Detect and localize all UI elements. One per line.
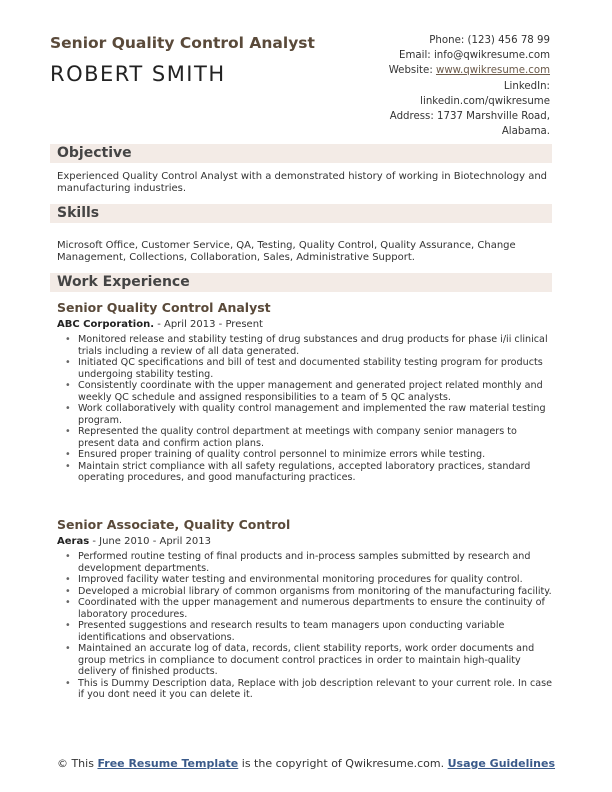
job-2-bullet: • Presented suggestions and research results to team managers upon conducting variable identifications and observations.: [57, 620, 552, 643]
job-1-bullet: • Monitored release and stability testing of drug substances and drug products for phase i/ii clinical trials including a review of all data generated.: [57, 334, 552, 357]
objective-section-header: [50, 144, 552, 163]
job-1-bullet: • Ensured proper training of quality control personnel to minimize errors while testing.: [57, 449, 552, 461]
job-2-bullet: • Developed a microbial library of common organisms from monitoring of the manufacturing facility.: [57, 586, 552, 598]
footer-prefix: © This: [56, 757, 98, 770]
candidate-name: ROBERT SMITH: [50, 62, 226, 86]
website-link[interactable]: www.qwikresume.com: [435, 65, 550, 77]
free-resume-template-link[interactable]: Free Resume Template: [97, 757, 239, 770]
job-2-bullet: • Improved facility water testing and environmental monitoring procedures for quality control.: [57, 574, 552, 586]
job-2-company-line: [57, 536, 211, 547]
contact-phone: Phone: (123) 456 78 99: [429, 35, 550, 46]
job-2-title: Senior Associate, Quality Control: [57, 517, 291, 532]
job-1-bullet: • Initiated QC specifications and bill of test and documented stability testing program for products undergoing stability testing.: [57, 357, 552, 380]
job-2-company: Aeras: [57, 536, 90, 547]
job-1-company-line: [57, 319, 263, 330]
website-label: Website:: [388, 65, 436, 77]
contact-email: Email: info@qwikresume.com: [399, 50, 550, 62]
job-1-bullets: [57, 334, 552, 484]
job-1-bullet: • Consistently coordinate with the upper management and generated project related monthly and weekly QC schedule and assigned responsibilities to a team of 5 QC analysts.: [57, 380, 552, 403]
copyright-footer: [50, 757, 562, 771]
job-1-bullet: • Work collaboratively with quality control management and implemented the raw material testing program.: [57, 403, 552, 426]
job-2-dates: - June 2010 - April 2013: [89, 536, 211, 547]
job-2-bullet: • Maintained an accurate log of data, records, client stability reports, work order documents and group metrics in compliance to document control practices in order to maintain high-quality delivery of finished products.: [57, 643, 552, 678]
objective-text: Experienced Quality Control Analyst with a demonstrated history of working in Biotechnology and manufacturing industries.: [57, 171, 548, 195]
job-1-dates: - April 2013 - Present: [154, 319, 263, 330]
contact-website: [290, 63, 550, 78]
resume-job-title: Senior Quality Control Analyst: [50, 34, 315, 52]
job-1-company: ABC Corporation.: [57, 319, 155, 330]
skills-text: Microsoft Office, Customer Service, QA, Testing, Quality Control, Quality Assurance, Change Management, Collections, Collaboration, Sales, Administrative Support.: [57, 240, 516, 264]
job-2-bullets: [57, 551, 552, 701]
contact-address-line2: Alabama.: [501, 126, 550, 138]
skills-section-header: [50, 204, 552, 223]
footer-middle: is the copyright of Qwikresume.com.: [238, 757, 448, 770]
experience-section-header: [50, 273, 552, 292]
contact-linkedin-value: linkedin.com/qwikresume: [420, 95, 550, 107]
skills-title: Skills: [57, 205, 100, 221]
job-2-bullet: • Coordinated with the upper management and numerous departments to ensure the continuity of laboratory procedures.: [57, 597, 552, 620]
job-1-title: Senior Quality Control Analyst: [57, 300, 271, 315]
job-2-bullet: • Performed routine testing of final products and in-process samples submitted by research and development departments.: [57, 551, 552, 574]
objective-title: Objective: [57, 145, 132, 161]
job-1-bullet: • Represented the quality control department at meetings with company senior managers to present data and confirm action plans.: [57, 426, 552, 449]
contact-linkedin-label: LinkedIn:: [503, 80, 550, 92]
usage-guidelines-link[interactable]: Usage Guidelines: [447, 757, 556, 770]
job-2-bullet: • This is Dummy Description data, Replace with job description relevant to your current role. In case if you dont need it you can delete it.: [57, 678, 552, 701]
contact-address-line1: Address: 1737 Marshville Road,: [389, 111, 550, 123]
job-1-bullet: • Maintain strict compliance with all safety regulations, accepted laboratory practices, standard operating procedures, and good manufacturing practices.: [57, 461, 552, 484]
contact-block: [290, 33, 550, 139]
experience-title: Work Experience: [57, 274, 190, 290]
